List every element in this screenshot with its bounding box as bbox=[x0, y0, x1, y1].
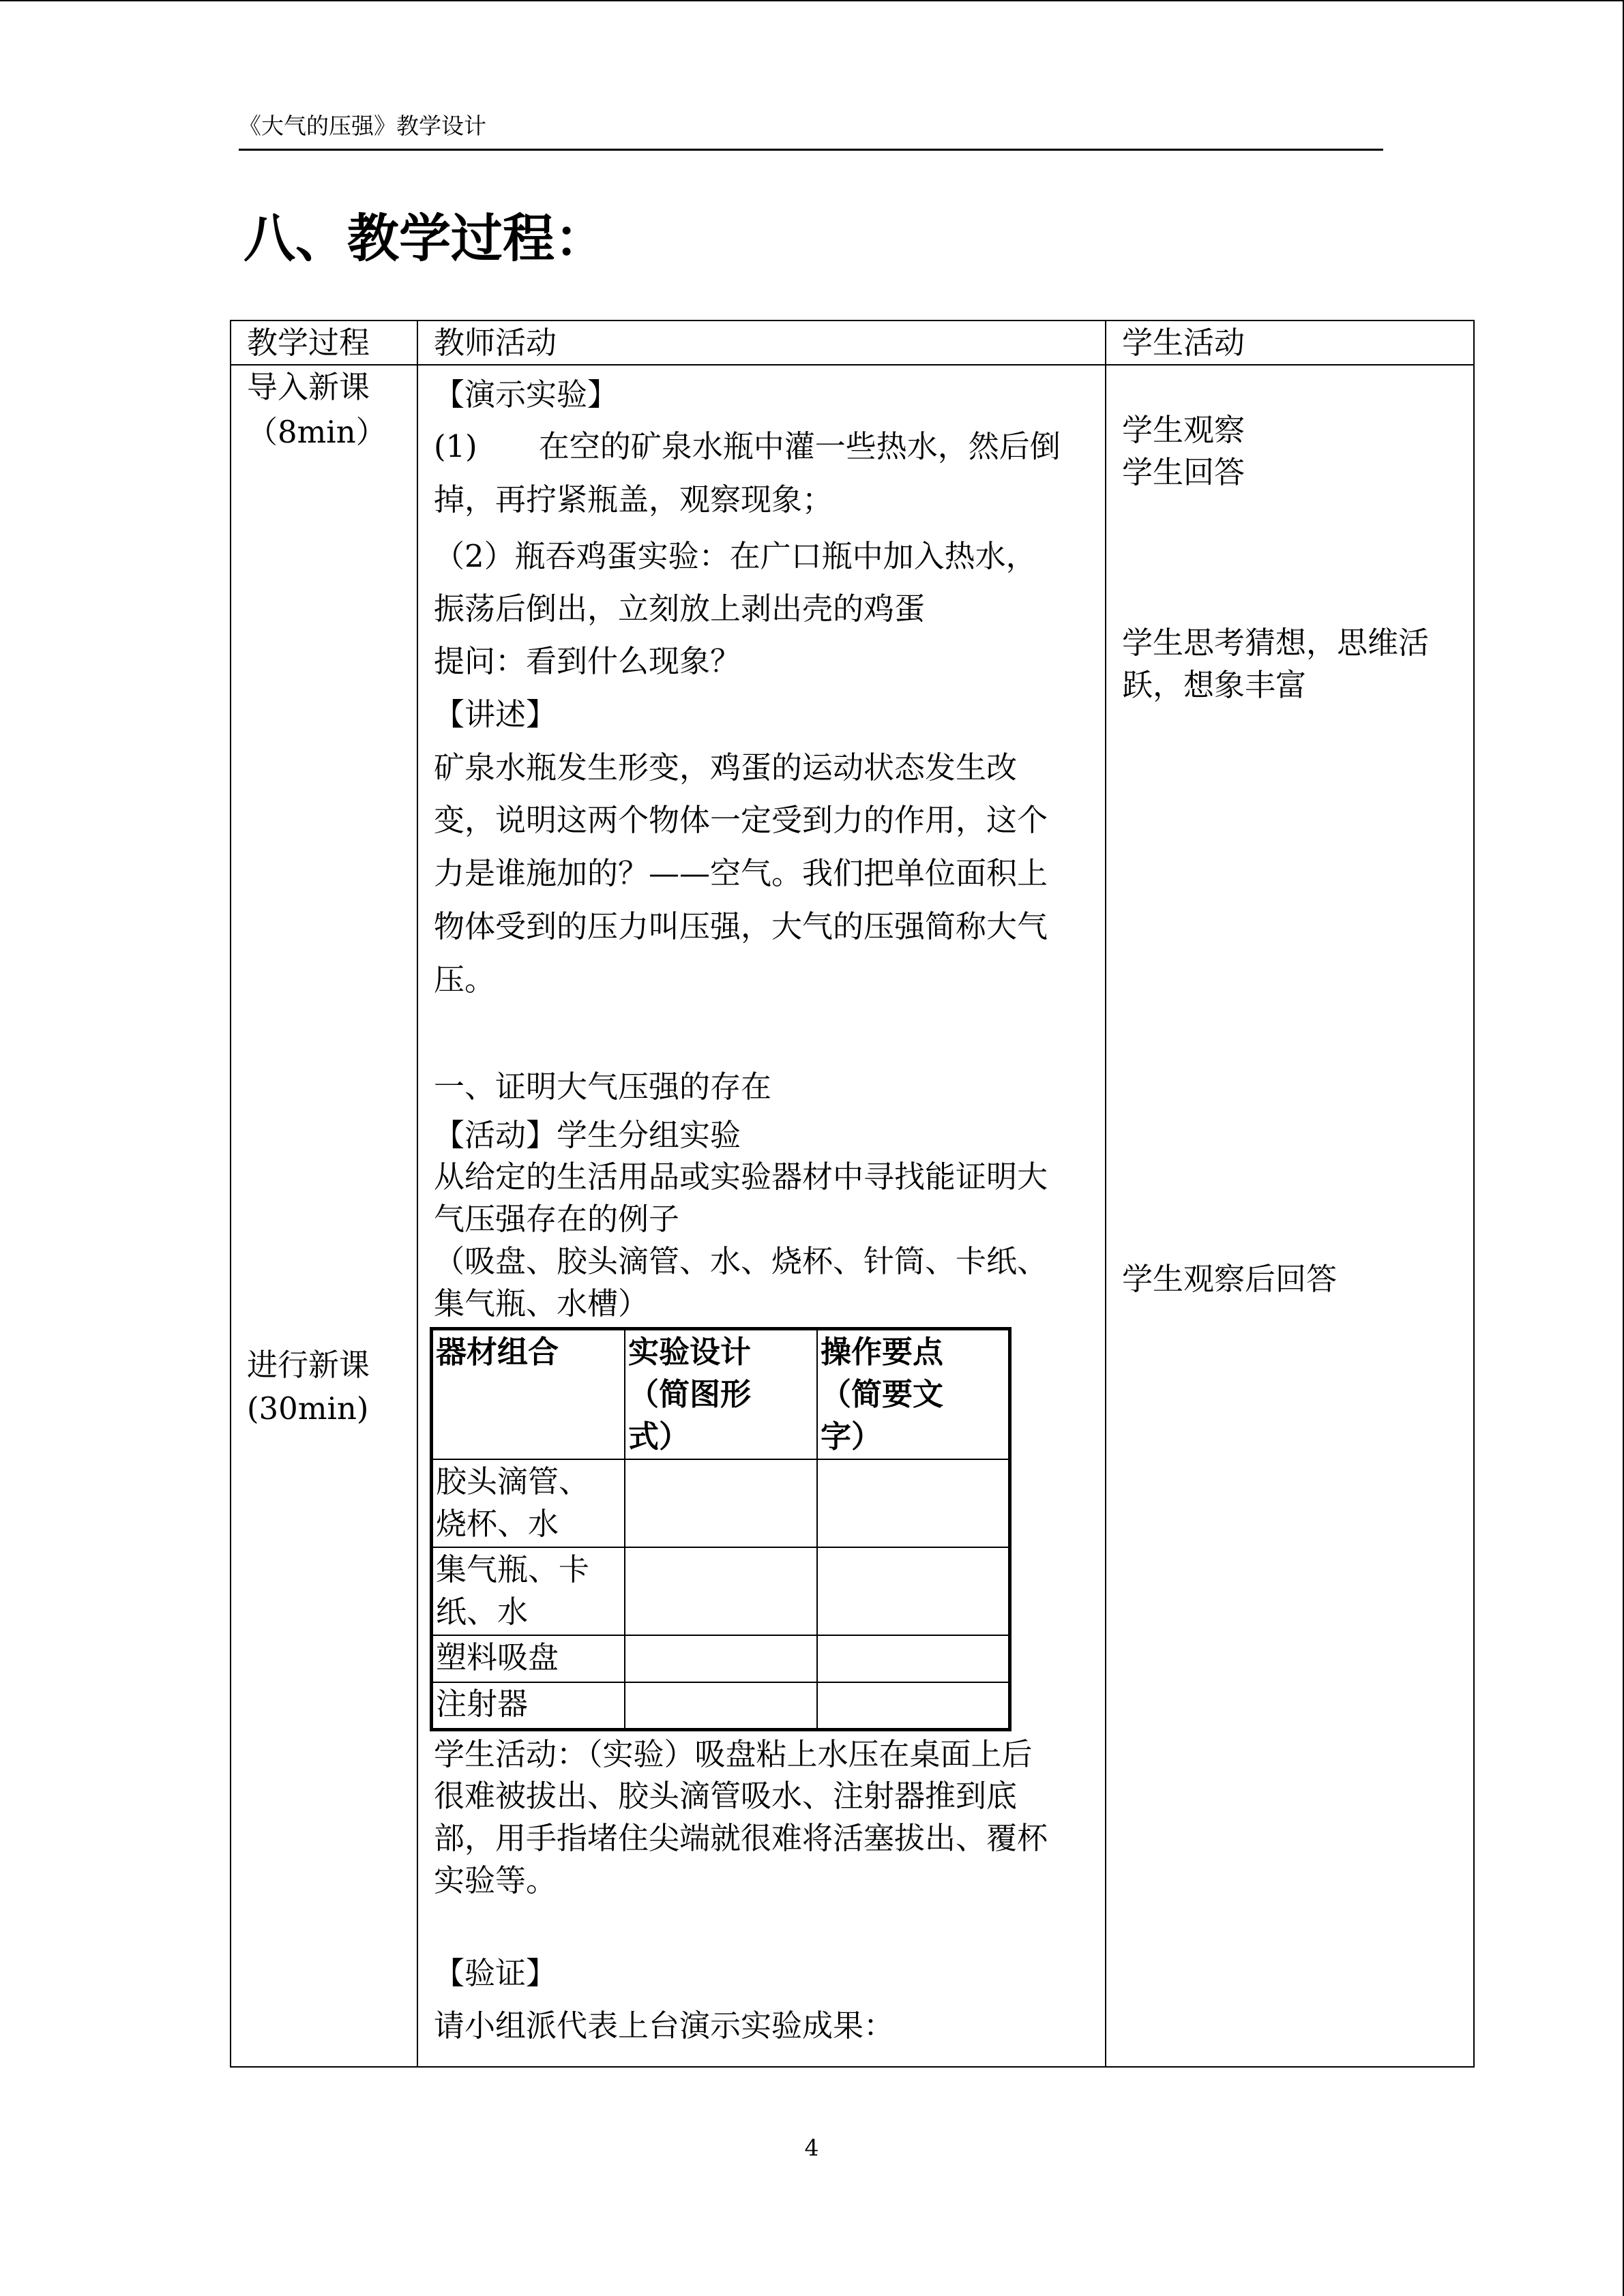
student-line: 跃，想象丰富 bbox=[1122, 667, 1307, 703]
header-rule bbox=[239, 149, 1383, 151]
equipment-col-header: 字） bbox=[821, 1418, 883, 1455]
equipment-row-label: 胶头滴管、 bbox=[436, 1463, 590, 1500]
equipment-col-header: （简图形 bbox=[628, 1376, 752, 1412]
equipment-cell bbox=[816, 1547, 1009, 1636]
equipment-cell bbox=[816, 1459, 1009, 1548]
page-number: 4 bbox=[804, 2134, 819, 2161]
equipment-row-label: 注射器 bbox=[436, 1686, 529, 1722]
teacher-line: 【活动】学生分组实验 bbox=[434, 1117, 741, 1153]
teacher-line: 压。 bbox=[434, 961, 496, 998]
equipment-row-label: 集气瓶、卡 bbox=[436, 1551, 590, 1587]
equipment-cell bbox=[816, 1635, 1009, 1683]
equipment-row-label: 纸、水 bbox=[436, 1594, 529, 1630]
teacher-line: 变，说明这两个物体一定受到力的作用，这个 bbox=[434, 802, 1048, 838]
teacher-line: 【验证】 bbox=[434, 1955, 557, 1991]
teacher-line: 从给定的生活用品或实验器材中寻找能证明大 bbox=[434, 1159, 1048, 1195]
equipment-col-header: （简要文 bbox=[821, 1376, 944, 1412]
equipment-cell bbox=[624, 1459, 818, 1548]
teacher-line: 实验等。 bbox=[434, 1862, 557, 1898]
teacher-line: 气压强存在的例子 bbox=[434, 1201, 680, 1237]
body-cell-student bbox=[1105, 364, 1475, 2068]
teacher-line: (1) 在空的矿泉水瓶中灌一些热水，然后倒 bbox=[434, 428, 1061, 464]
teacher-line: 学生活动：（实验）吸盘粘上水压在桌面上后 bbox=[434, 1736, 1033, 1772]
stage-intro-duration: （8min） bbox=[247, 414, 387, 450]
teacher-line: 物体受到的压力叫压强，大气的压强简称大气 bbox=[434, 908, 1048, 944]
col-header-stage: 教学过程 bbox=[247, 325, 370, 361]
equipment-row-label: 塑料吸盘 bbox=[436, 1639, 559, 1675]
doc-header-title: 《大气的压强》教学设计 bbox=[239, 113, 486, 139]
student-line: 学生回答 bbox=[1122, 454, 1245, 490]
teacher-line: 提问：看到什么现象？ bbox=[434, 643, 741, 679]
teacher-line: 【讲述】 bbox=[434, 696, 557, 732]
student-line: 学生观察后回答 bbox=[1122, 1261, 1338, 1297]
student-line: 学生思考猜想，思维活 bbox=[1122, 625, 1430, 661]
teacher-line: 振荡后倒出，立刻放上剥出壳的鸡蛋 bbox=[434, 591, 926, 627]
equipment-col-header: 实验设计 bbox=[628, 1334, 752, 1370]
col-header-teacher: 教师活动 bbox=[434, 325, 557, 361]
stage-new-label: 进行新课 bbox=[247, 1347, 370, 1383]
teacher-line: 力是谁施加的？——空气。我们把单位面积上 bbox=[434, 855, 1048, 891]
teacher-line: 请小组派代表上台演示实验成果： bbox=[434, 2008, 895, 2044]
equipment-cell bbox=[816, 1682, 1009, 1729]
equipment-col-header: 操作要点 bbox=[821, 1334, 944, 1370]
equipment-cell bbox=[624, 1682, 818, 1729]
body-cell-stage bbox=[230, 364, 418, 2068]
teacher-line: 矿泉水瓶发生形变，鸡蛋的运动状态发生改 bbox=[434, 749, 1018, 786]
equipment-col-header: 式） bbox=[628, 1418, 690, 1455]
teacher-line: 很难被拔出、胶头滴管吸水、注射器推到底 bbox=[434, 1778, 1018, 1814]
student-line: 学生观察 bbox=[1122, 412, 1245, 448]
section-title: 八、教学过程： bbox=[243, 208, 606, 269]
teacher-line: 集气瓶、水槽） bbox=[434, 1285, 649, 1322]
col-header-student: 学生活动 bbox=[1122, 325, 1245, 361]
teacher-line: （吸盘、胶头滴管、水、烧杯、针筒、卡纸、 bbox=[434, 1243, 1048, 1279]
equipment-cell bbox=[624, 1547, 818, 1636]
equipment-col-header: 器材组合 bbox=[436, 1334, 559, 1370]
equipment-cell bbox=[624, 1635, 818, 1683]
teacher-line: 一、证明大气压强的存在 bbox=[434, 1069, 772, 1105]
teacher-line: 【演示实验】 bbox=[434, 376, 619, 413]
teacher-line: （2）瓶吞鸡蛋实验：在广口瓶中加入热水， bbox=[434, 538, 1037, 574]
stage-intro-label: 导入新课 bbox=[247, 369, 370, 405]
stage-new-duration: (30min) bbox=[247, 1390, 369, 1427]
equipment-row-label: 烧杯、水 bbox=[436, 1506, 559, 1542]
teacher-line: 部，用手指堵住尖端就很难将活塞拔出、覆杯 bbox=[434, 1820, 1048, 1856]
teacher-line: 掉，再拧紧瓶盖，观察现象； bbox=[434, 481, 833, 518]
